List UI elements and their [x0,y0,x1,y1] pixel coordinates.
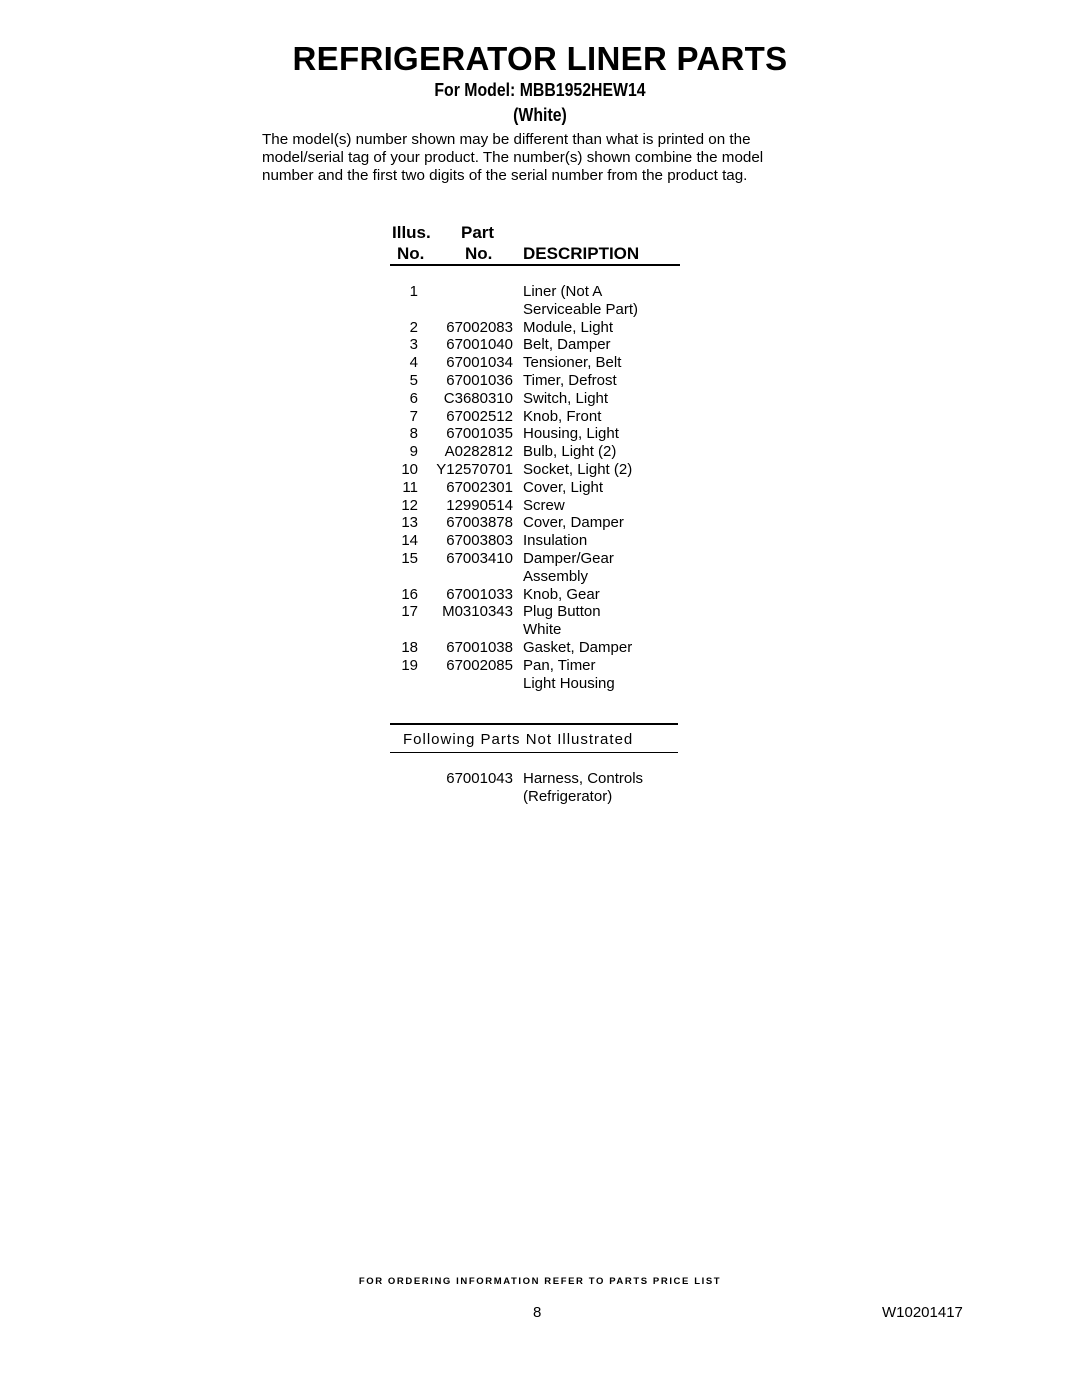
part-number: 67002085 [446,656,513,674]
part-description: Serviceable Part) [523,300,639,318]
part-description: Switch, Light [523,389,609,407]
table-row [0,603,1080,621]
part-description: Timer, Defrost [523,371,617,389]
part-description: Light Housing [523,674,615,692]
part-description: Tensioner, Belt [523,354,622,372]
illus-number: 18 [401,638,418,656]
illus-number: 3 [409,336,418,354]
table-row [0,621,1080,639]
part-description: Cover, Damper [523,514,624,532]
illus-number: 9 [409,443,418,461]
intro-line: model/serial tag of your product. The number(s) shown combine the model [262,149,764,166]
table-row [0,657,1080,675]
part-number: Y12570701 [436,460,513,478]
part-description: Bulb, Light (2) [523,443,617,461]
parts-table [0,283,1080,692]
section-divider [390,723,678,725]
part-number: 67001033 [446,585,513,603]
part-number: 67001036 [446,371,513,389]
illus-number: 12 [401,496,418,514]
part-description: Cover, Light [523,478,604,496]
table-row [0,443,1080,461]
header-description: DESCRIPTION [523,244,640,263]
part-number: 67003878 [446,514,513,532]
part-description: Knob, Front [523,407,602,425]
model-color: (White) [513,105,567,125]
table-row [0,390,1080,408]
table-row [0,319,1080,337]
table-row [0,770,1080,788]
part-number: 67001035 [446,425,513,443]
table-row [0,408,1080,426]
part-number: A0282812 [444,443,513,461]
illus-number: 4 [409,354,418,372]
illus-number: 15 [401,549,418,567]
part-description: Housing, Light [523,425,619,443]
table-row [0,479,1080,497]
part-number: 67003803 [446,532,513,550]
not-illustrated-title: Following Parts Not Illustrated [403,731,634,748]
part-number: 67001040 [446,336,513,354]
table-row [0,283,1080,301]
part-number: 12990514 [446,496,513,514]
table-row [0,301,1080,319]
page-title: REFRIGERATOR LINER PARTS [292,40,788,77]
part-description: Pan, Timer [523,656,596,674]
table-row [0,639,1080,657]
document-number: W10201417 [882,1304,963,1321]
table-row [0,336,1080,354]
header-illus-no: No. [397,244,425,263]
part-number: 67001034 [446,354,513,372]
intro-line: number and the first two digits of the serial number from the product tag. [262,167,748,184]
part-number: 67003410 [446,549,513,567]
table-row [0,550,1080,568]
header-illus: Illus. [392,223,431,242]
intro-text [262,131,822,185]
table-row [0,532,1080,550]
illus-number: 19 [401,656,418,674]
illus-number: 5 [409,371,418,389]
part-number: 67002301 [446,478,513,496]
part-number: M0310343 [442,603,513,621]
section-divider [390,752,678,753]
illus-number: 14 [401,532,418,550]
part-number: 67001038 [446,638,513,656]
part-number: C3680310 [443,389,513,407]
table-row [0,514,1080,532]
header-divider [390,264,680,266]
not-illustrated-table [0,770,1080,806]
illus-number: 11 [402,478,418,496]
part-number: 67002512 [446,407,513,425]
part-number: 67001043 [446,770,513,787]
part-description: Assembly [523,567,589,585]
intro-line: The model(s) number shown may be different than what is printed on the [262,131,751,148]
part-description: Plug Button [523,603,601,621]
part-description: Harness, Controls [523,770,644,787]
illus-number: 10 [401,460,418,478]
illus-number: 1 [409,283,418,300]
table-row [0,675,1080,693]
part-number: 67002083 [446,318,513,336]
model-number: For Model: MBB1952HEW14 [434,80,646,100]
part-description: Module, Light [523,318,614,336]
table-row [0,586,1080,604]
part-description: Socket, Light (2) [523,460,633,478]
table-row [0,354,1080,372]
table-row [0,461,1080,479]
illus-number: 17 [401,603,418,621]
part-description: White [523,621,562,639]
table-row [0,497,1080,515]
part-description: Insulation [523,532,588,550]
illus-number: 16 [401,585,418,603]
illus-number: 13 [401,514,418,532]
illus-number: 6 [409,389,418,407]
table-row [0,425,1080,443]
illus-number: 7 [409,407,418,425]
part-description: Belt, Damper [523,336,611,354]
part-description: Damper/Gear [523,549,614,567]
part-description: Knob, Gear [523,585,600,603]
part-description: Gasket, Damper [523,638,633,656]
part-description: (Refrigerator) [523,787,613,805]
table-row [0,568,1080,586]
ordering-note: FOR ORDERING INFORMATION REFER TO PARTS PRICE LIST [358,1276,722,1287]
page-number: 8 [533,1304,542,1321]
table-row [0,372,1080,390]
header-part-no: No. [465,244,493,263]
part-description: Screw [523,496,565,514]
illus-number: 8 [409,425,418,443]
part-description: Liner (Not A [523,283,603,300]
header-part: Part [461,223,495,242]
table-row [0,788,1080,806]
illus-number: 2 [409,318,418,336]
